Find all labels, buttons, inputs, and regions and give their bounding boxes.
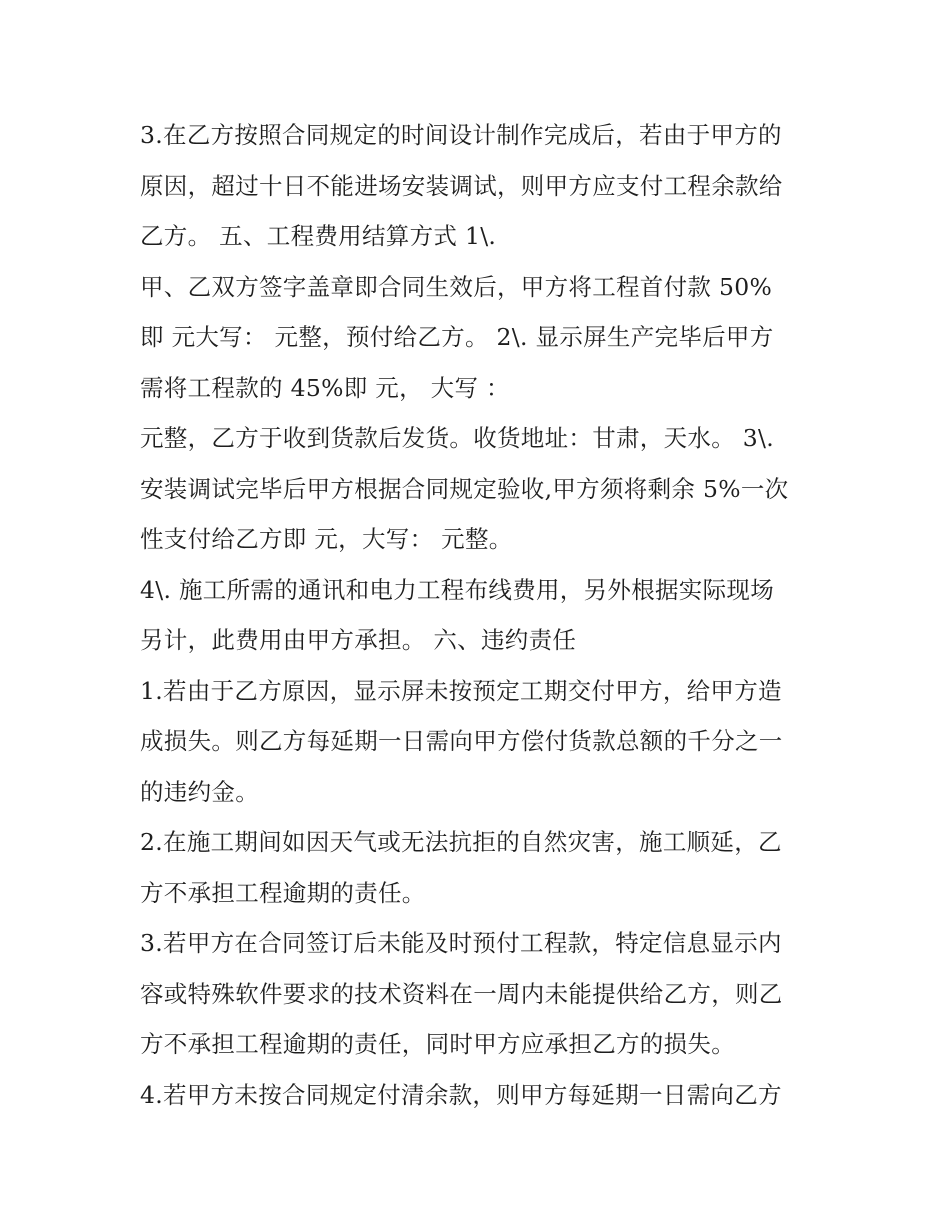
text-line: 元整，乙方于收到货款后发货。收货地址：甘肃，天水。 3\.: [140, 424, 775, 452]
text-line: 3.若甲方在合同签订后未能及时预付工程款，特定信息显示内: [140, 929, 782, 957]
text-line: 4.若甲方未按合同规定付清余款，则甲方每延期一日需向乙方: [140, 1080, 782, 1109]
contract-text: [140, 110, 820, 1120]
text-line: 1.若由于乙方原因，显示屏未按预定工期交付甲方，给甲方造: [140, 676, 782, 705]
text-line: 成损失。则乙方每延期一日需向甲方偿付货款总额的千分之一: [140, 727, 783, 755]
text-line: 原因，超过十日不能进场安装调试，则甲方应支付工程余款给: [140, 171, 783, 200]
text-line: 性支付给乙方即 元，大写： 元整。: [140, 525, 513, 553]
text-line: 3.在乙方按照合同规定的时间设计制作完成后，若由于甲方的: [140, 121, 782, 149]
text-line: 方不承担工程逾期的责任。: [140, 878, 426, 907]
text-line: 容或特殊软件要求的技术资料在一周内未能提供给乙方，则乙: [140, 979, 783, 1008]
text-line: 2.在施工期间如因天气或无法抗拒的自然灾害，施工顺延，乙: [140, 828, 782, 856]
text-line: 需将工程款的 45%即 元， 大写 ：: [140, 373, 510, 402]
text-line: 即 元大写： 元整，预付给乙方。 2\. 显示屏生产完毕后甲方: [140, 323, 774, 351]
text-line: 乙方。 五、工程费用结算方式 1\.: [140, 222, 497, 250]
text-line: 另计，此费用由甲方承担。 六、违约责任: [140, 626, 577, 654]
text-line: 方不承担工程逾期的责任，同时甲方应承担乙方的损失。: [140, 1030, 735, 1058]
text-line: 甲、乙双方签字盖章即合同生效后，甲方将工程首付款 50%: [140, 272, 773, 301]
text-line: 4\. 施工所需的通讯和电力工程布线费用，另外根据实际现场: [140, 575, 775, 604]
text-line: 安装调试完毕后甲方根据合同规定验收,甲方须将剩余 5%一次: [140, 474, 789, 503]
text-line: 的违约金。: [140, 777, 259, 806]
